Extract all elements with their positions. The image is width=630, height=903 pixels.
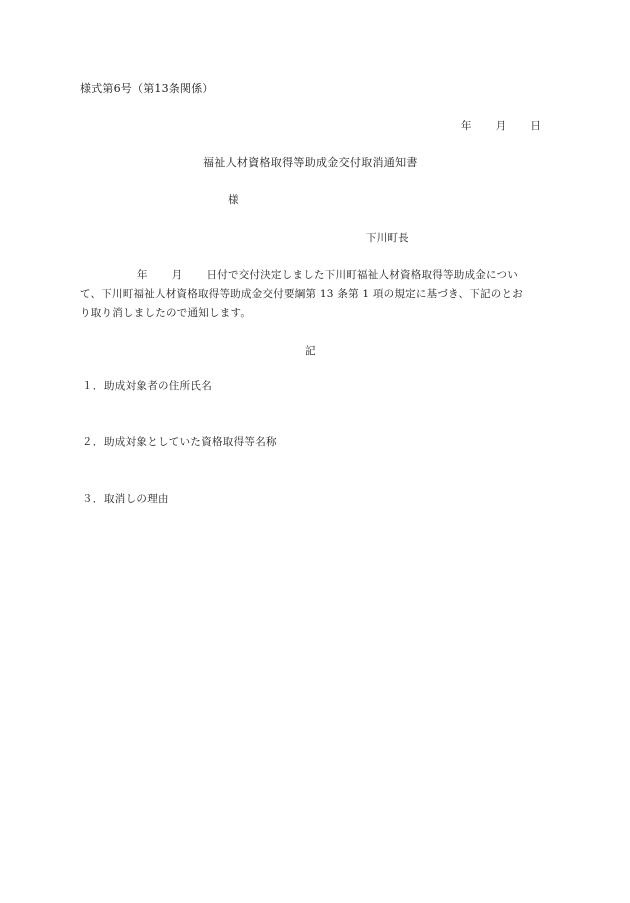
body-line-1-text: 日付で交付決定しました下川町福祉人材資格取得等助成金につい (206, 269, 519, 281)
document-title: 福祉人材資格取得等助成金交付取消通知書 (203, 156, 418, 169)
body-month-label: 月 (171, 269, 183, 281)
date-year-label: 年 (461, 120, 472, 132)
list-item-label: 助成対象としていた資格取得等名称 (104, 436, 277, 448)
body-line-3: り取り消しましたので通知します。 (80, 307, 252, 319)
list-item-label: 助成対象者の住所氏名 (104, 380, 212, 392)
sender-name: 下川町長 (366, 232, 409, 244)
note-mark: 記 (305, 345, 316, 357)
body-year-label: 年 (137, 269, 148, 281)
list-item-number: １． (82, 380, 104, 392)
date-month-label: 月 (495, 120, 507, 132)
list-item-number: ３． (82, 493, 104, 505)
addressee-suffix: 様 (228, 194, 239, 206)
date-line (461, 121, 541, 132)
form-number-label: 様式第6号（第13条関係） (80, 82, 214, 95)
date-day-label: 日 (530, 120, 542, 132)
list-item (82, 381, 212, 392)
list-item-label: 取消しの理由 (104, 493, 169, 505)
body-line-1 (80, 266, 552, 285)
body-line-2: て、下川町福祉人材資格取得等助成金交付要綱第 13 条第 1 項の規定に基づき、下記のとお (80, 288, 524, 300)
body-paragraph (80, 266, 552, 323)
list-item (82, 494, 169, 505)
list-item (82, 437, 277, 448)
list-item-number: ２． (82, 436, 104, 448)
